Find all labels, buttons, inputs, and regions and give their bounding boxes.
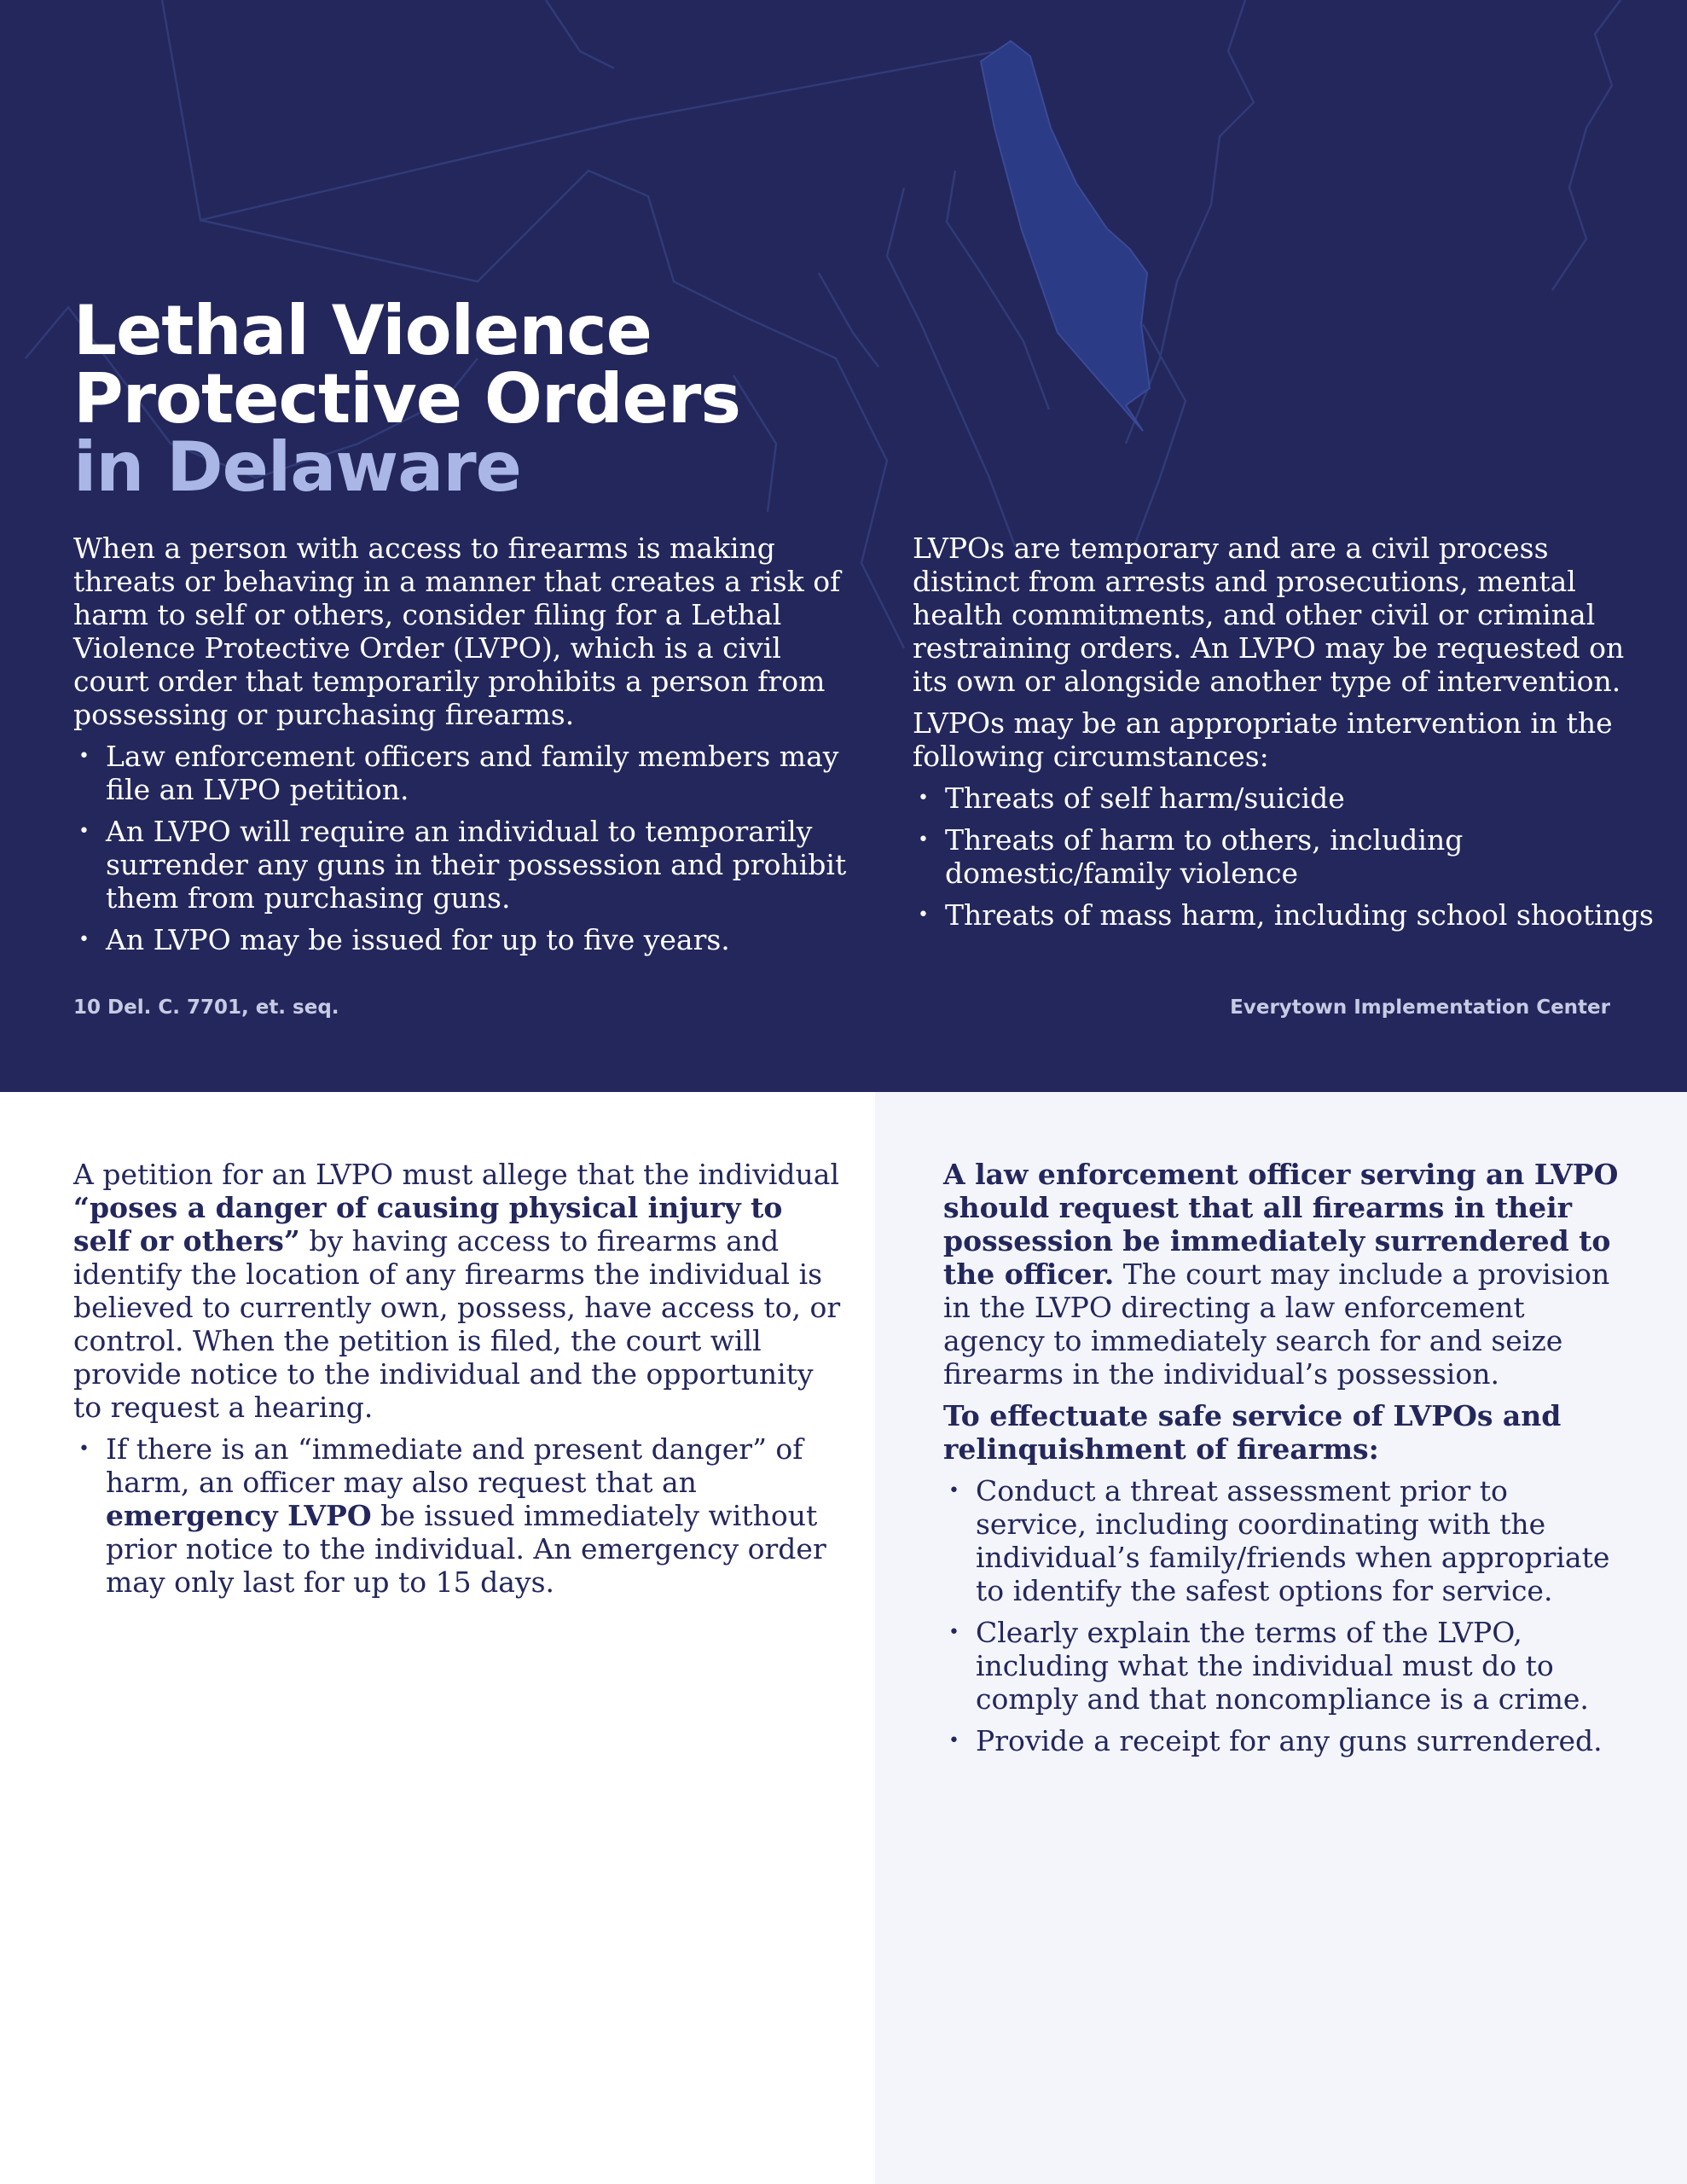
list-item: • Provide a receipt for any guns surrendered. xyxy=(943,1724,1626,1757)
emergency-text: If there is an “immediate and present danger” of harm, an officer may also request that an xyxy=(106,1432,803,1499)
petition-text-rest: by having access to firearms and identify the location of any firearms the individual is believed to currently own, possess, have access to, or control. When the petition is filed, the court will provide notice to the individual and the opportunity to request a hearing. xyxy=(73,1224,841,1424)
petition-column xyxy=(73,1158,841,1607)
service-heading xyxy=(943,1399,1626,1466)
title-line-1: Lethal Violence xyxy=(73,291,652,370)
list-item: • Threats of harm to others, including domestic/family violence xyxy=(913,823,1663,890)
list-item: • Conduct a threat assessment prior to service, including coordinating with the individual’s family/friends when appropriate to identify the safest options for service. xyxy=(943,1474,1626,1607)
service-text: The court may include a provision in the LVPO directing a law enforcement agency to immediately search for and seize firearms in the individual’s possession. xyxy=(943,1258,1610,1391)
service-paragraph xyxy=(943,1158,1626,1391)
petition-text: A petition for an LVPO must allege that the individual xyxy=(73,1158,840,1191)
intro-left-bullets xyxy=(73,740,858,956)
title-line-2: Protective Orders xyxy=(73,359,740,439)
list-item: • Clearly explain the terms of the LVPO, including what the individual must do to comply and that noncompliance is a crime. xyxy=(943,1616,1626,1716)
list-item: • An LVPO will require an individual to temporarily surrender any guns in their possession and prohibit them from purchasing guns. xyxy=(73,815,858,915)
intro-right-paragraph-1: LVPOs are temporary and are a civil process distinct from arrests and prosecutions, mental health commitments, and other civil or criminal restraining orders. An LVPO may be requested on its own or alongside another type of intervention. xyxy=(913,531,1625,698)
list-item xyxy=(73,1432,841,1599)
service-bullets xyxy=(943,1474,1626,1757)
title-line-3: in Delaware xyxy=(73,427,521,507)
list-item: • Threats of mass harm, including school shootings xyxy=(913,898,1663,932)
circumstances-bullets xyxy=(913,781,1663,932)
service-emphasis: A law enforcement officer serving an LVPO should request that all firearms in their possession be immediately surrendered to the officer. xyxy=(943,1158,1619,1291)
petition-paragraph xyxy=(73,1158,841,1424)
emergency-lvpo-term: emergency LVPO xyxy=(106,1499,372,1532)
service-column xyxy=(943,1158,1626,1766)
list-item: • Threats of self harm/suicide xyxy=(913,781,1663,815)
intro-right-paragraph-2: LVPOs may be an appropriate intervention in the following circumstances: xyxy=(913,706,1613,773)
petition-bullets xyxy=(73,1432,841,1599)
emergency-text-rest: be issued immediately without prior notice to the individual. An emergency order may only last for up to 15 days. xyxy=(106,1499,826,1599)
petition-quote: “poses a danger of causing physical injury to self or others” xyxy=(73,1191,783,1258)
intro-right-column xyxy=(913,531,1663,940)
organization-credit: Everytown Implementation Center xyxy=(1230,996,1610,1019)
intro-paragraph: When a person with access to firearms is making threats or behaving in a manner that creates a risk of harm to self or others, consider filing for a Lethal Violence Protective Order (LVPO), which is a civil court order that temporarily prohibits a person from possessing or purchasing firearms. xyxy=(73,531,841,731)
service-heading-text: To effectuate safe service of LVPOs and relinquishment of firearms: xyxy=(943,1399,1562,1466)
page-title xyxy=(73,291,740,507)
list-item: • Law enforcement officers and family members may file an LVPO petition. xyxy=(73,740,858,806)
intro-left-column xyxy=(73,531,858,965)
list-item: • An LVPO may be issued for up to five years. xyxy=(73,923,858,956)
legal-citation: 10 Del. C. 7701, et. seq. xyxy=(73,996,339,1019)
